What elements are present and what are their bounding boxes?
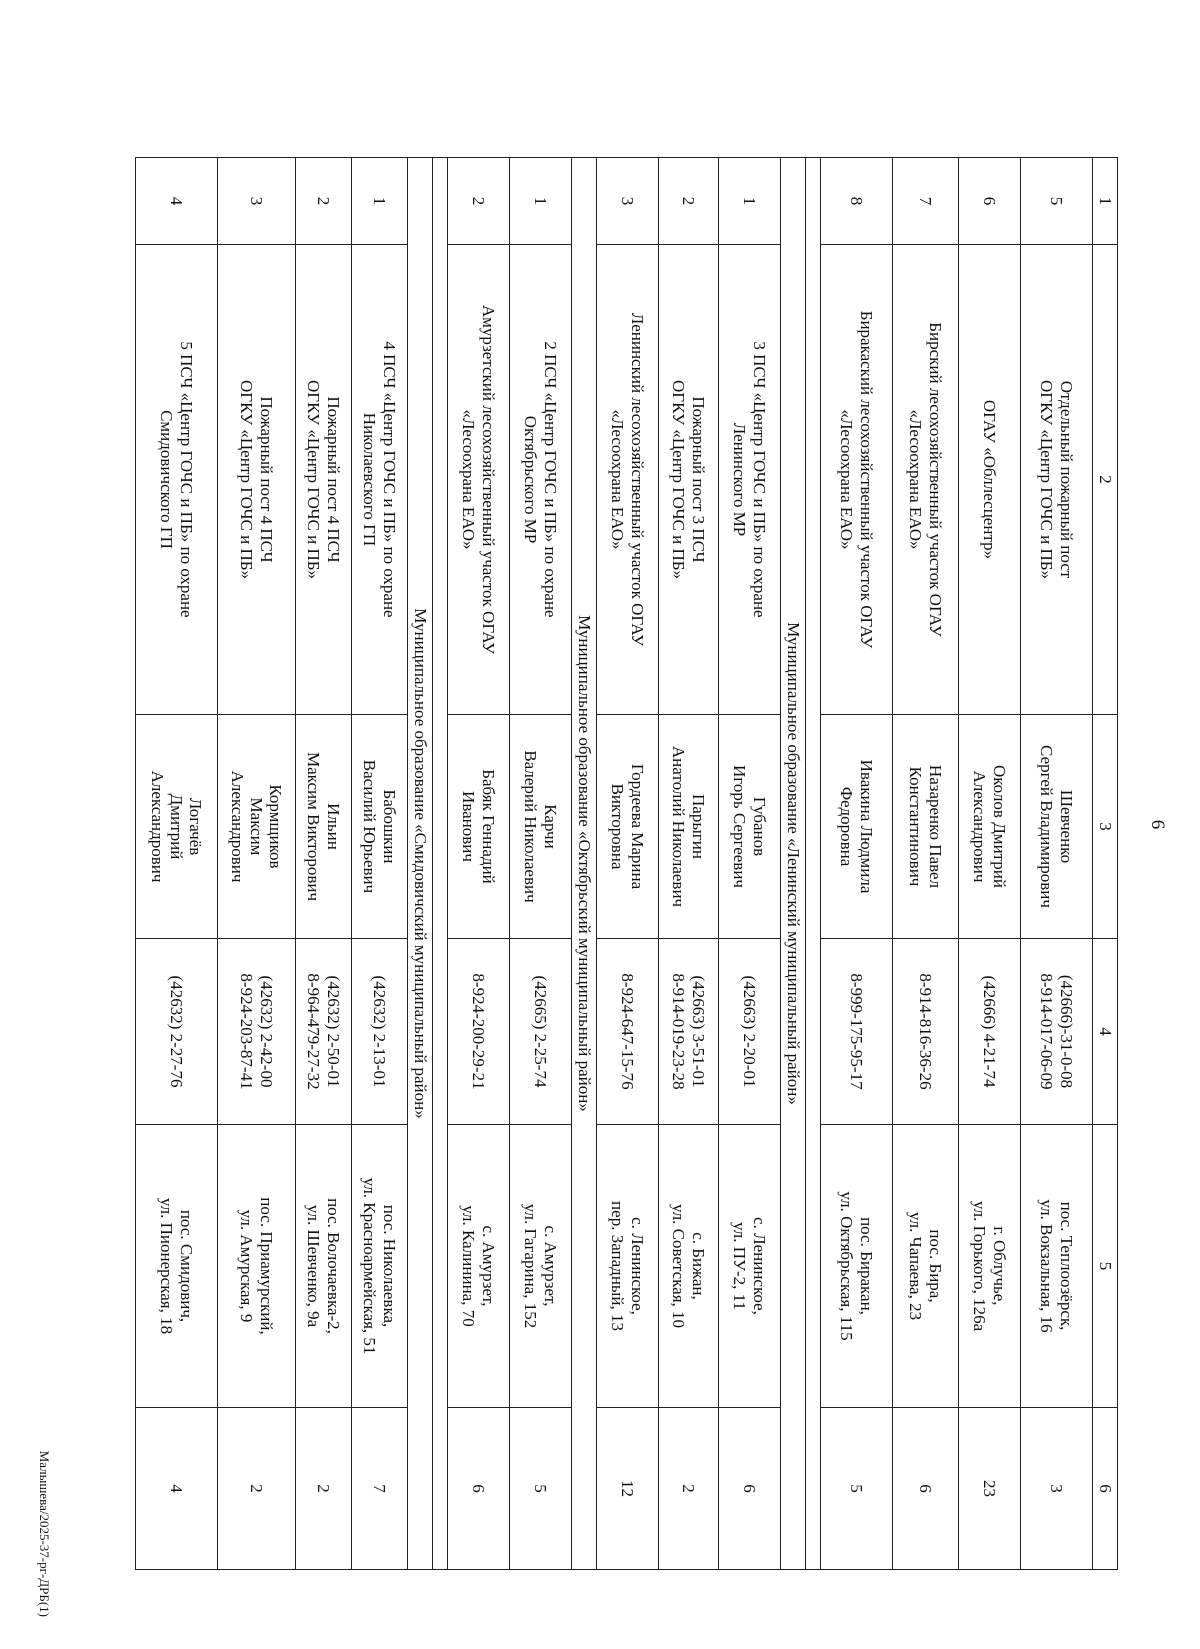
phone: (42663) 2-20-01 — [719, 939, 781, 1125]
document-code: Малышева/2025-37-рг-ДРБ(1) — [37, 1450, 52, 1617]
responsible-person: Околов Дмитрий Александрович — [959, 715, 1021, 939]
address: с. Амурзет, ул. Калинина, 70 — [448, 1125, 510, 1408]
row-number: 1 — [510, 158, 572, 245]
section-heading-row — [781, 158, 806, 1570]
page-number: 6 — [1147, 819, 1168, 830]
row-number: 1 — [719, 158, 781, 245]
responsible-person: Шевченко Сергей Владимирович — [1021, 715, 1093, 939]
row-number: 6 — [959, 158, 1021, 245]
spacer-row — [433, 158, 448, 1570]
phone: (42665) 2-25-74 — [510, 939, 572, 1125]
unit-name: Бирский лесохозяйственный участок ОГАУ «Лесоохрана ЕАО» — [893, 245, 959, 715]
table-row — [510, 158, 572, 1570]
fire-units-table — [135, 157, 1118, 1570]
table-row — [136, 158, 218, 1570]
phone: (42663) 3-51-01 8-914-019-23-28 — [659, 939, 719, 1125]
unit-name: Пожарный пост 4 ПСЧ ОГКУ «Центр ГОЧС и ПБ» — [218, 245, 296, 715]
address: с. Ленинское, ул. ПУ-2, 11 — [719, 1125, 781, 1408]
unit-name: 4 ПСЧ «Центр ГОЧС и ПБ» по охране Николаевского ГП — [352, 245, 408, 715]
personnel-count: 4 — [136, 1408, 218, 1570]
table-row — [448, 158, 510, 1570]
unit-name: 2 ПСЧ «Центр ГОЧС и ПБ» по охране Октябрьского МР — [510, 245, 572, 715]
header-cell: 3 — [1093, 715, 1118, 939]
table-row — [296, 158, 352, 1570]
row-number: 1 — [352, 158, 408, 245]
row-number: 7 — [893, 158, 959, 245]
section-heading-row — [572, 158, 597, 1570]
responsible-person: Кормщиков Максим Александрович — [218, 715, 296, 939]
table-row — [1021, 158, 1093, 1570]
unit-name: Отдельный пожарный пост ОГКУ «Центр ГОЧС и ПБ» — [1021, 245, 1093, 715]
header-cell: 2 — [1093, 245, 1118, 715]
phone: (42632) 2-42-00 8-924-203-87-41 — [218, 939, 296, 1125]
responsible-person: Парыгин Анатолий Николаевич — [659, 715, 719, 939]
table-row — [218, 158, 296, 1570]
responsible-person: Карчи Валерий Николаевич — [510, 715, 572, 939]
phone: 8-999-175-95-17 — [821, 939, 893, 1125]
address: пос. Николаевка, ул. Красноармейская, 51 — [352, 1125, 408, 1408]
responsible-person: Ильин Максим Викторович — [296, 715, 352, 939]
unit-name: Пожарный пост 3 ПСЧ ОГКУ «Центр ГОЧС и ПБ» — [659, 245, 719, 715]
section-heading-row — [408, 158, 433, 1570]
personnel-count: 12 — [597, 1408, 659, 1570]
responsible-person: Логачёв Дмитрий Александрович — [136, 715, 218, 939]
table-row — [597, 158, 659, 1570]
address: пос. Биракан, ул. Октябрьская, 115 — [821, 1125, 893, 1408]
responsible-person: Губанов Игорь Сергеевич — [719, 715, 781, 939]
row-number: 3 — [218, 158, 296, 245]
row-number: 2 — [296, 158, 352, 245]
address: пос. Бира, ул. Чапаева, 23 — [893, 1125, 959, 1408]
personnel-count: 6 — [448, 1408, 510, 1570]
section-heading: Муниципальное образование «Смидовичский муниципальный район» — [408, 158, 433, 1570]
phone: (42666) 4-21-74 — [959, 939, 1021, 1125]
table-header-row — [1093, 158, 1118, 1570]
address: пос. Теплоозёрск, ул. Вокзальная, 16 — [1021, 1125, 1093, 1408]
personnel-count: 23 — [959, 1408, 1021, 1570]
responsible-person: Гордеева Марина Викторовна — [597, 715, 659, 939]
personnel-count: 3 — [1021, 1408, 1093, 1570]
unit-name: Ленинский лесохозяйственный участок ОГАУ «Лесоохрана ЕАО» — [597, 245, 659, 715]
unit-name: Амурзетский лесохозяйственный участок ОГАУ «Лесоохрана ЕАО» — [448, 245, 510, 715]
header-cell: 4 — [1093, 939, 1118, 1125]
personnel-count: 2 — [218, 1408, 296, 1570]
unit-name: Биракаский лесохозяйственный участок ОГАУ «Лесоохрана ЕАО» — [821, 245, 893, 715]
responsible-person: Бабяк Геннадий Иванович — [448, 715, 510, 939]
address: пос. Волочаевка-2, ул. Шевченко, 9а — [296, 1125, 352, 1408]
personnel-count: 5 — [821, 1408, 893, 1570]
personnel-count: 2 — [296, 1408, 352, 1570]
row-number: 4 — [136, 158, 218, 245]
responsible-person: Ивакина Людмила Федоровна — [821, 715, 893, 939]
table-row — [893, 158, 959, 1570]
spacer-row — [806, 158, 821, 1570]
unit-name: Пожарный пост 4 ПСЧ ОГКУ «Центр ГОЧС и ПБ» — [296, 245, 352, 715]
table-row — [959, 158, 1021, 1570]
address: пос. Смидович, ул. Пионерская, 18 — [136, 1125, 218, 1408]
spacer-cell — [806, 158, 821, 1570]
unit-name: 3 ПСЧ «Центр ГОЧС и ПБ» по охране Ленинского МР — [719, 245, 781, 715]
personnel-count: 5 — [510, 1408, 572, 1570]
unit-name: ОГАУ «Обллесцентр» — [959, 245, 1021, 715]
phone: (42666)-31-0-08 8-914-017-06-09 — [1021, 939, 1093, 1125]
header-cell: 6 — [1093, 1408, 1118, 1570]
personnel-count: 7 — [352, 1408, 408, 1570]
personnel-count: 6 — [893, 1408, 959, 1570]
phone: 8-924-647-15-76 — [597, 939, 659, 1125]
table-row — [821, 158, 893, 1570]
table-row — [719, 158, 781, 1570]
address: с. Ленинское, пер. Западный, 13 — [597, 1125, 659, 1408]
section-heading: Муниципальное образование «Ленинский муниципальный район» — [781, 158, 806, 1570]
table-row — [352, 158, 408, 1570]
address: пос. Приамурский, ул. Амурская, 9 — [218, 1125, 296, 1408]
spacer-cell — [433, 158, 448, 1570]
personnel-count: 6 — [719, 1408, 781, 1570]
phone: (42632) 2-27-76 — [136, 939, 218, 1125]
phone: 8-914-816-36-26 — [893, 939, 959, 1125]
responsible-person: Назаренко Павел Константинович — [893, 715, 959, 939]
phone: (42632) 2-50-01 8-964-479-27-32 — [296, 939, 352, 1125]
row-number: 2 — [448, 158, 510, 245]
address: с. Бижан, ул. Советская, 10 — [659, 1125, 719, 1408]
phone: (42632) 2-13-01 — [352, 939, 408, 1125]
unit-name: 5 ПСЧ «Центр ГОЧС и ПБ» по охране Смидовичского ГП — [136, 245, 218, 715]
phone: 8-924-200-29-21 — [448, 939, 510, 1125]
row-number: 5 — [1021, 158, 1093, 245]
section-heading: Муниципальное образование «Октябрьский муниципальный район» — [572, 158, 597, 1570]
row-number: 8 — [821, 158, 893, 245]
address: г. Облучье, ул. Горького, 126а — [959, 1125, 1021, 1408]
row-number: 2 — [659, 158, 719, 245]
personnel-count: 2 — [659, 1408, 719, 1570]
row-number: 3 — [597, 158, 659, 245]
header-cell: 5 — [1093, 1125, 1118, 1408]
table-row — [659, 158, 719, 1570]
address: с. Амурзет, ул. Гагарина, 152 — [510, 1125, 572, 1408]
responsible-person: Бабошкин Василий Юрьевич — [352, 715, 408, 939]
header-cell: 1 — [1093, 158, 1118, 245]
